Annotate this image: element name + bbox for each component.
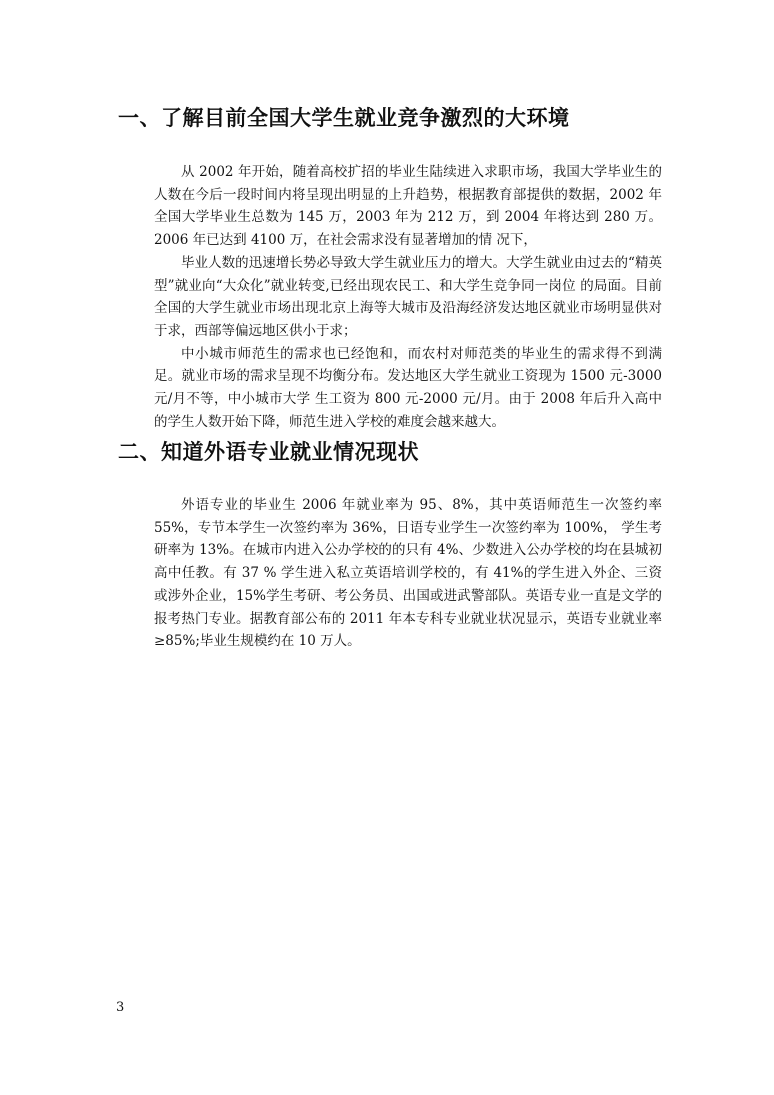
section-2-paragraph-1: 外语专业的毕业生 2006 年就业率为 95、8%，其中英语师范生一次签约率 55%，专节本学生一次签约率为 36%，日语专业学生一次签约率为 100%， 学生考研率为 13%。在城市内进入公办学校的的只有 4%、少数进入公办学校的均在县城初高中任教。有 37 % 学生进入私立英语培训学校的，有 41%的学生进入外企、三资或涉外企业，15%学生考研、考公务员、出国或进武警部队。英语专业一直是文学的报考热门专业。据教育部公布的 2011 年本专科专业就业状况显示，英语专业就业率≥85%;毕业生规模约在 10 万人。	[154, 497, 662, 650]
section-1-paragraph-2: 毕业人数的迅速增长势必导致大学生就业压力的增大。大学生就业由过去的“精英型”就业向“大众化”就业转变,已经出现农民工、和大学生竞争同一岗位 的局面。目前全国的大学生就业市场出现北京上海等大城市及沿海经济发达地区就业市场明显供对于求，西部等偏远地区供小于求；	[154, 254, 662, 339]
section-2-heading: 二、知道外语专业就业情况现状	[118, 440, 419, 464]
section-2-body	[154, 494, 662, 653]
section-1-body	[154, 161, 662, 433]
page-number: 3	[116, 1000, 125, 1015]
section-1-heading: 一、了解目前全国大学生就业竞争激烈的大环境	[118, 106, 570, 130]
section-1-paragraph-3: 中小城市师范生的需求也已经饱和，而农村对师范类的毕业生的需求得不到满足。就业市场的需求呈现不均衡分布。发达地区大学生就业工资现为 1500 元-3000 元/月不等，中小城市大学 生工资为 800 元-2000 元/月。由于 2008 年后升入高中的学生人数开始下降，师范生进入学校的难度会越来越大。	[154, 345, 662, 430]
section-1-paragraph-1: 从 2002 年开始，随着高校扩招的毕业生陆续进入求职市场，我国大学毕业生的人数在今后一段时间内将呈现出明显的上升趋势，根据教育部提供的数据，2002 年全国大学毕业生总数为 145 万，2003 年为 212 万，到 2004 年将达到 280 万。2006 年已达到 4100 万，在社会需求没有显著增加的情 况下，	[154, 164, 662, 249]
